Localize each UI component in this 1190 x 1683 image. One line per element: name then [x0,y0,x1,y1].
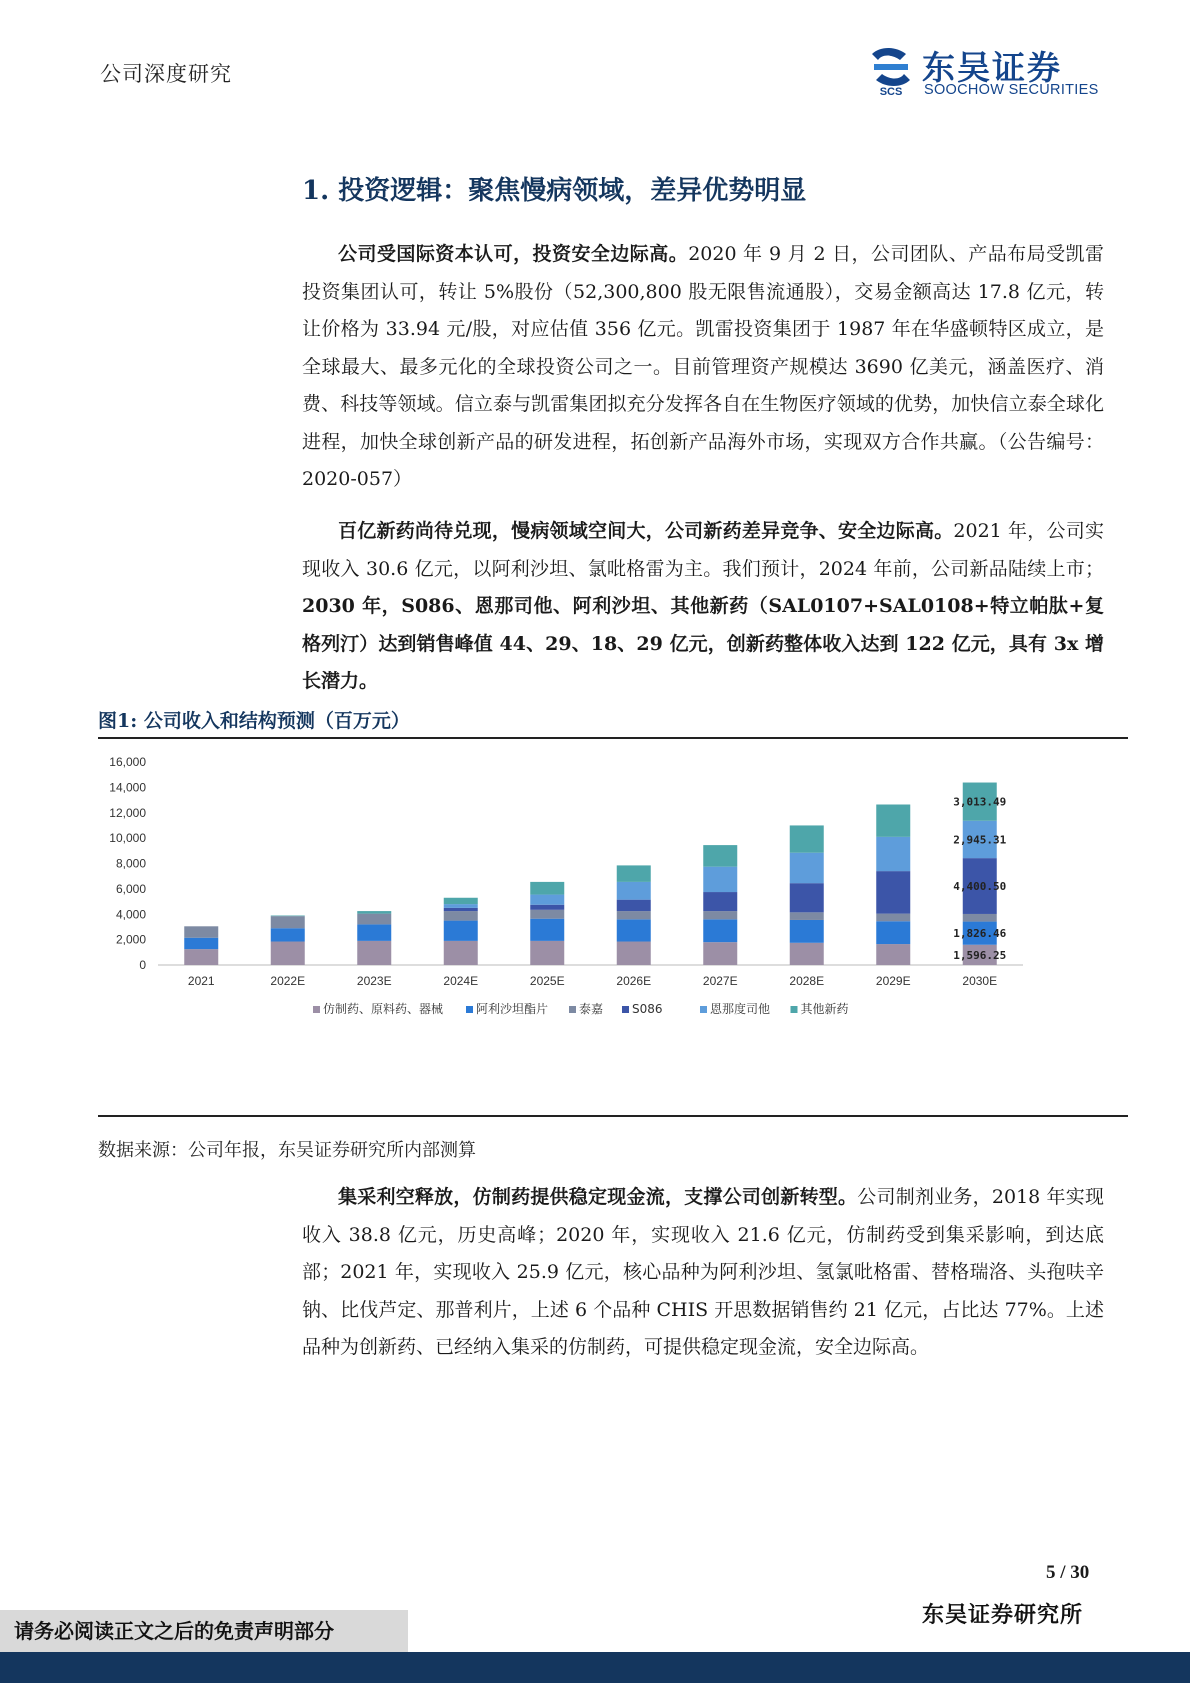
bar-segment [703,845,737,867]
bar-segment [790,825,824,852]
section-title: 1. 投资逻辑：聚焦慢病领域，差异优势明显 [302,176,807,206]
paragraph-investment-security [302,236,1104,499]
logo-english-name: SOOCHOW SECURITIES [924,82,1099,98]
footer-band [0,1652,1190,1683]
bar-segment [703,911,737,919]
revenue-stacked-bar-chart [98,742,1128,1110]
company-logo [866,40,1111,100]
bar-segment [963,914,997,922]
bar-segment [444,911,478,921]
bar-segment [790,853,824,883]
legend-label: 仿制药、原料药、器械 [323,1002,444,1016]
paragraph-lead: 集采利空释放，仿制药提供稳定现金流，支撑公司创新转型。 [338,1186,858,1208]
bar-segment [184,926,218,937]
y-tick-label: 4,000 [115,907,146,922]
x-tick-label: 2022E [270,974,306,988]
legend-swatch [791,1006,798,1013]
paragraph-body: 2021 年，公司实现收入 30.6 亿元，以阿利沙坦、氯吡格雷为主。我们预计，2024 年前，公司新品陆续上市； [302,520,1104,580]
data-label: 4,400.50 [953,880,1007,894]
bar-segment [271,916,305,928]
x-tick-label: 2024E [443,974,479,988]
data-label: 1,826.46 [953,927,1007,941]
bar-segment [790,912,824,920]
bar-segment [530,910,564,919]
legend-label: S086 [632,1002,663,1016]
paragraph-new-drugs [302,513,1104,701]
legend-swatch [313,1006,320,1013]
bar-segment [617,882,651,900]
bar-segment [876,944,910,965]
figure-title: 图1: 公司收入和结构预测（百万元） [98,710,410,732]
legend-label: 泰嘉 [579,1002,604,1016]
logo-chinese-name: 东吴证券 [922,48,1062,87]
logo-mark-icon [866,44,916,96]
bar-segment [876,871,910,914]
legend-swatch [622,1006,629,1013]
figure-bottom-rule [98,1115,1128,1117]
bar-segment [184,949,218,965]
bar-segment [444,898,478,904]
x-tick-label: 2025E [529,974,565,988]
bar-segment [357,911,391,914]
bar-segment [357,914,391,925]
paragraph-highlight: 2030 年，S086、恩那司他、阿利沙坦、其他新药（SAL0107+SAL0108+特立帕肽+复格列汀）达到销售峰值 44、29、18、29 亿元，创新药整体收入达到 122 亿元，具有 3x 增长潜力。 [302,595,1104,692]
figure-source: 数据来源：公司年报，东吴证券研究所内部测算 [98,1140,476,1161]
legend-swatch [569,1006,576,1013]
footer-disclaimer: 请务必阅读正文之后的免责声明部分 [0,1610,408,1652]
figure-top-rule [98,737,1128,739]
bar-segment [530,919,564,941]
y-tick-label: 0 [139,958,146,972]
y-tick-label: 6,000 [115,881,146,896]
bar-segment [530,895,564,905]
bar-segment [444,904,478,908]
x-tick-label: 2021 [187,974,215,988]
paragraph-lead: 公司受国际资本认可，投资安全边际高。 [338,243,689,265]
bar-segment [790,883,824,912]
x-tick-label: 2026E [616,974,652,988]
x-tick-label: 2028E [789,974,825,988]
logo-mark-text: SCS [879,86,903,96]
bar-segment [703,919,737,942]
page-number: 5 / 30 [1046,1562,1090,1583]
legend-label: 其他新药 [800,1002,849,1016]
x-tick-label: 2030E [962,974,998,988]
bar-segment [617,865,651,881]
y-tick-label: 12,000 [109,805,146,820]
y-tick-label: 14,000 [109,780,146,795]
header-report-type: 公司深度研究 [100,62,232,86]
paragraph-lead: 百亿新药尚待兑现，慢病领域空间大，公司新药差异竞争、安全边际高。 [338,520,954,542]
paragraph-body: 2020 年 9 月 2 日，公司团队、产品布局受凯雷投资集团认可，转让 5%股份（52,300,800 股无限售流通股），交易金额高达 17.8 亿元，转让价格为 33.94 元/股，对应估值 356 亿元。凯雷投资集团于 1987 年在华盛顿特区成立，是全球最大、最多元化的全球投资公司之一。目前管理资产规模达 3690 亿美元，涵盖医疗、消费、科技等领域。信立泰与凯雷集团拟充分发挥各自在生物医疗领域的优势，加快信立泰全球化进程，加快全球创新产品的研发进程，拓创新产品海外市场，实现双方合作共赢。（公告编号：2020-057） [302,243,1104,490]
bar-segment [357,924,391,940]
y-tick-label: 10,000 [109,831,146,846]
bar-segment [617,942,651,965]
bar-segment [444,941,478,965]
bar-segment [530,882,564,895]
y-tick-label: 8,000 [115,856,146,871]
bar-segment [876,921,910,944]
bar-segment [357,941,391,965]
bar-segment [444,921,478,941]
data-label: 3,013.49 [953,795,1007,809]
bar-segment [790,943,824,965]
bar-segment [703,892,737,911]
x-tick-label: 2023E [356,974,392,988]
bar-segment [617,900,651,911]
bar-segment [617,911,651,919]
bar-segment [617,919,651,941]
bar-segment [876,805,910,837]
legend-swatch [466,1006,473,1013]
bar-segment [876,837,910,871]
bar-segment [271,928,305,941]
data-label: 1,596.25 [953,948,1007,962]
legend-label: 恩那度司他 [710,1002,771,1016]
data-label: 2,945.31 [953,833,1007,847]
bar-segment [530,905,564,910]
bar-segment [184,938,218,949]
y-tick-label: 16,000 [109,755,146,769]
x-tick-label: 2027E [702,974,738,988]
legend-swatch [700,1006,707,1013]
y-tick-label: 2,000 [115,932,146,947]
bar-segment [271,942,305,965]
bar-segment [271,916,305,917]
paragraph-generics [302,1179,1104,1367]
legend-label: 阿利沙坦酯片 [476,1002,549,1016]
bar-segment [530,941,564,965]
bar-segment [703,942,737,965]
bar-segment [790,920,824,943]
bar-segment [876,914,910,922]
x-tick-label: 2029E [875,974,911,988]
footer-organization: 东吴证券研究所 [922,1602,1084,1628]
bar-segment [703,867,737,892]
paragraph-body: 公司制剂业务，2018 年实现收入 38.8 亿元，历史高峰；2020 年，实现收入 21.6 亿元，仿制药受到集采影响，到达底部；2021 年，实现收入 25.9 亿元，核心品种为阿利沙坦、氢氯吡格雷、替格瑞洛、头孢呋辛钠、比伐芦定、那普利片，上述 6 个品种 CHIS 开思数据销售约 21 亿元，占比达 77%。上述品种为创新药、已经纳入集采的仿制药，可提供稳定现金流，安全边际高。 [302,1186,1104,1358]
bar-segment [444,908,478,911]
